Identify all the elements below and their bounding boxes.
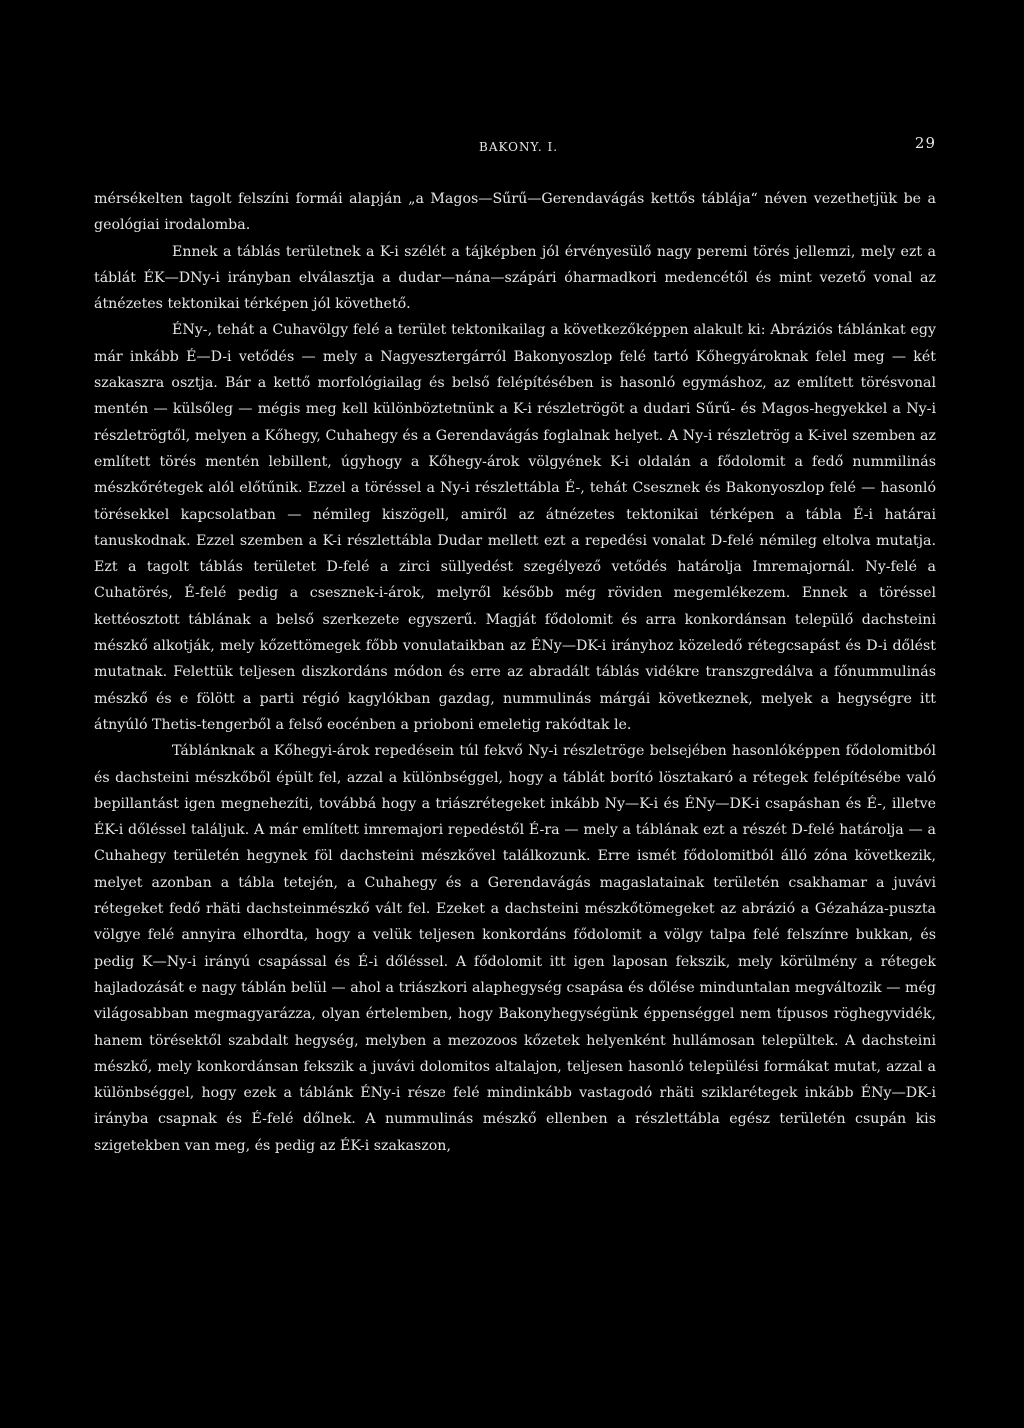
body-text — [94, 186, 936, 1159]
paragraph-continuation: mérsékelten tagolt felszíni formái alapján „a Magos—Sűrű—Gerendavágás kettős táblája“ néven vezethetjük be a geológiai irodalomba. — [94, 191, 936, 234]
paragraph: Táblánknak a Kőhegyi-árok repedésein túl fekvő Ny-i részletröge belsejében hasonlóképpen fődolomitból és dachsteini mészkőből épült fel, azzal a különbséggel, hogy a táblát borító lösztakaró a rétegek felépítésébe való bepillantást igen megnehezíti, továbbá hogy a triászrétegeket inkább Ny—K-i és ÉNy—DK-i csapáshan és É-, illetve ÉK-i dőléssel találjuk. A már említett imremajori repedéstől É-ra — mely a táblának ezt a részét D-felé határolja — a Cuhahegy területén hegynek föl dachsteini mészkővel találkozunk. Erre ismét fődolomitból álló zóna következik, melyet azonban a tábla tetején, a Cuhahegy és a Gerendavágás magaslatainak területén csakhamar a juvávi rétegeket fedő rhäti dachsteinmészkő vált fel. Ezeket a dachsteini mészkőtömegeket az abrázió a Gézaháza-puszta völgye felé annyira elhordta, hogy a velük teljesen konkordáns fődolomit a völgy talpa felé felszínre bukkan, és pedig K—Ny-i irányú csapással és É-i dőléssel. A fődolomit itt igen laposan fekszik, mely körülmény a rétegek hajladozását e nagy táblán belül — ahol a triászkori alaphegység csapása és dőlése minduntalan megváltozik — még világosabban megmagyarázza, olyan értelemben, hogy Bakonyhegységünk éppenséggel nem típusos röghegyvidék, hanem törésektől szabdalt hegység, melyben a mezozoos kőzetek helyenként hullámosan települtek. A dachsteini mészkő, mely konkordánsan fekszik a juvávi dolomitos altalajon, teljesen hasonló települési formákat mutat, azzal a különbséggel, hogy ezek a táblánk ÉNy-i része felé mindinkább vastagodó rhäti sziklarétegek inkább ÉNy—DK-i irányba csapnak és É-felé dőlnek. A nummulinás mészkő ellenben a részlettábla egész területén csupán kis szigetekben van meg, és pedig az ÉK-i szakaszon, — [94, 743, 936, 1154]
running-head — [94, 132, 936, 160]
book-page — [94, 132, 936, 1159]
paragraph: ÉNy-, tehát a Cuhavölgy felé a terület tektonikailag a következőképpen alakult ki: Abráziós táblánkat egy már inkább É—D-i vetődés — mely a Nagyesztergárról Bakonyoszlop felé tartó Kőhegyároknak felel meg — két szakaszra osztja. Bár a kettő morfológiailag és belső felépítésében is hasonló egymáshoz, az említett törésvonal mentén — külsőleg — mégis meg kell különböztetnünk a K-i részletrögöt a dudari Sűrű- és Magos-hegyekkel a Ny-i részletrögtől, melyen a Kőhegy, Cuhahegy és a Gerendavágás foglalnak helyet. A Ny-i részletrög a K-ivel szemben az említett törés mentén lebillent, úgyhogy a Kőhegy-árok völgyének K-i oldalán a fődolomit a fedő nummilinás mészkőrétegek alól előtűnik. Ezzel a töréssel a Ny-i részlettábla É-, tehát Csesznek és Bakonyoszlop felé — hasonló törésekkel kapcsolatban — némileg kiszögell, amiről az átnézetes tektonikai térképen a tábla É-i határai tanuskodnak. Ezzel szemben a K-i részlettábla Dudar mellett ezt a repedési vonalat D-felé némileg eltolva mutatja. Ezt a tagolt táblás területet D-felé a zirci süllyedést szegélyező vetődés határolja Imremajornál. Ny-felé a Cuhatörés, É-felé pedig a csesznek-i-árok, melyről később még röviden megemlékezem. Ennek a töréssel kettéosztott táblának a belső szerkezete egyszerű. Magját fődolomit és arra konkordánsan települő dachsteini mészkő alkotják, mely kőzettömegek főbb vonulataikban az ÉNy—DK-i irányhoz közeledő rétegcsapást és D-i dőlést mutatnak. Felettük teljesen diszkordáns módon és erre az abradált táblás vidékre transzgredálva a főnummulinás mészkő és e fölött a parti régió kagylókban gazdag, nummulinás márgái következnek, melyek a hegységre itt átnyúló Thetis-tengerből a felső eocénben a prioboni emeletig rakódtak le. — [94, 322, 936, 733]
page-number: 29 — [914, 134, 936, 152]
running-title: BAKONY. I. — [479, 140, 559, 154]
paragraph: Ennek a táblás területnek a K-i szélét a tájképben jól érvényesülő nagy peremi törés jellemzi, mely ezt a táblát ÉK—DNy-i irányban elválasztja a dudar—nána—szápári óharmadkori medencétől és mint vezető vonal az átnézetes tektonikai térképen jól követhető. — [94, 243, 936, 313]
